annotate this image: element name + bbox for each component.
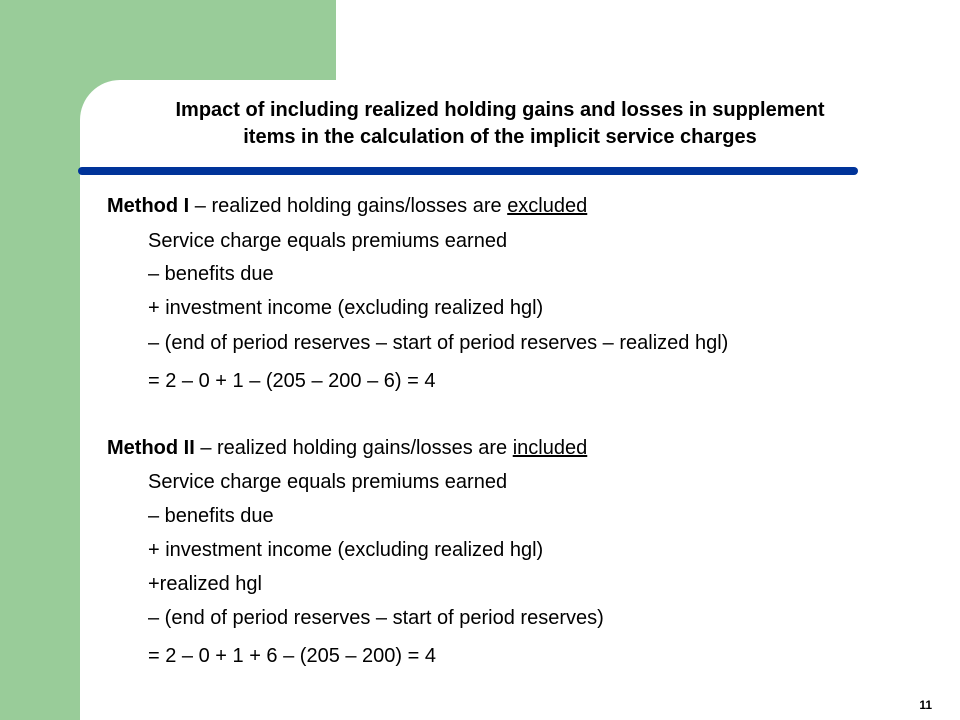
method1-line-2: – benefits due xyxy=(148,263,274,285)
title-divider xyxy=(78,167,858,175)
method2-line-4: +realized hgl xyxy=(148,573,262,595)
slide-title-line-1: Impact of including realized holding gains and losses in supplement xyxy=(175,99,825,121)
page-number: 11 xyxy=(919,698,932,712)
method1-line-1: Service charge equals premiums earned xyxy=(148,230,508,252)
method1-keyword: excluded xyxy=(507,195,588,217)
method1-desc: – realized holding gains/losses are xyxy=(189,195,508,217)
decorative-green-sidebar xyxy=(0,0,80,720)
method2-line-6: = 2 – 0 + 1 + 6 – (205 – 200) = 4 xyxy=(148,645,436,667)
method2-keyword: included xyxy=(512,437,588,459)
slide-title-line-2: items in the calculation of the implicit service charges xyxy=(243,126,757,148)
method1-heading xyxy=(107,194,587,218)
method1-label: Method I xyxy=(107,195,190,217)
method2-line-3: + investment income (excluding realized hgl) xyxy=(148,539,544,561)
method1-line-5: = 2 – 0 + 1 – (205 – 200 – 6) = 4 xyxy=(148,370,436,392)
method2-line-2: – benefits due xyxy=(148,505,274,527)
method2-label: Method II xyxy=(107,437,195,459)
method1-line-3: + investment income (excluding realized hgl) xyxy=(148,297,544,319)
method1-line-4: – (end of period reserves – start of period reserves – realized hgl) xyxy=(148,332,729,354)
method2-desc: – realized holding gains/losses are xyxy=(194,437,513,459)
slide-title xyxy=(100,97,900,151)
method2-line-1: Service charge equals premiums earned xyxy=(148,471,508,493)
method2-heading xyxy=(107,436,587,460)
method2-line-5: – (end of period reserves – start of period reserves) xyxy=(148,607,604,629)
